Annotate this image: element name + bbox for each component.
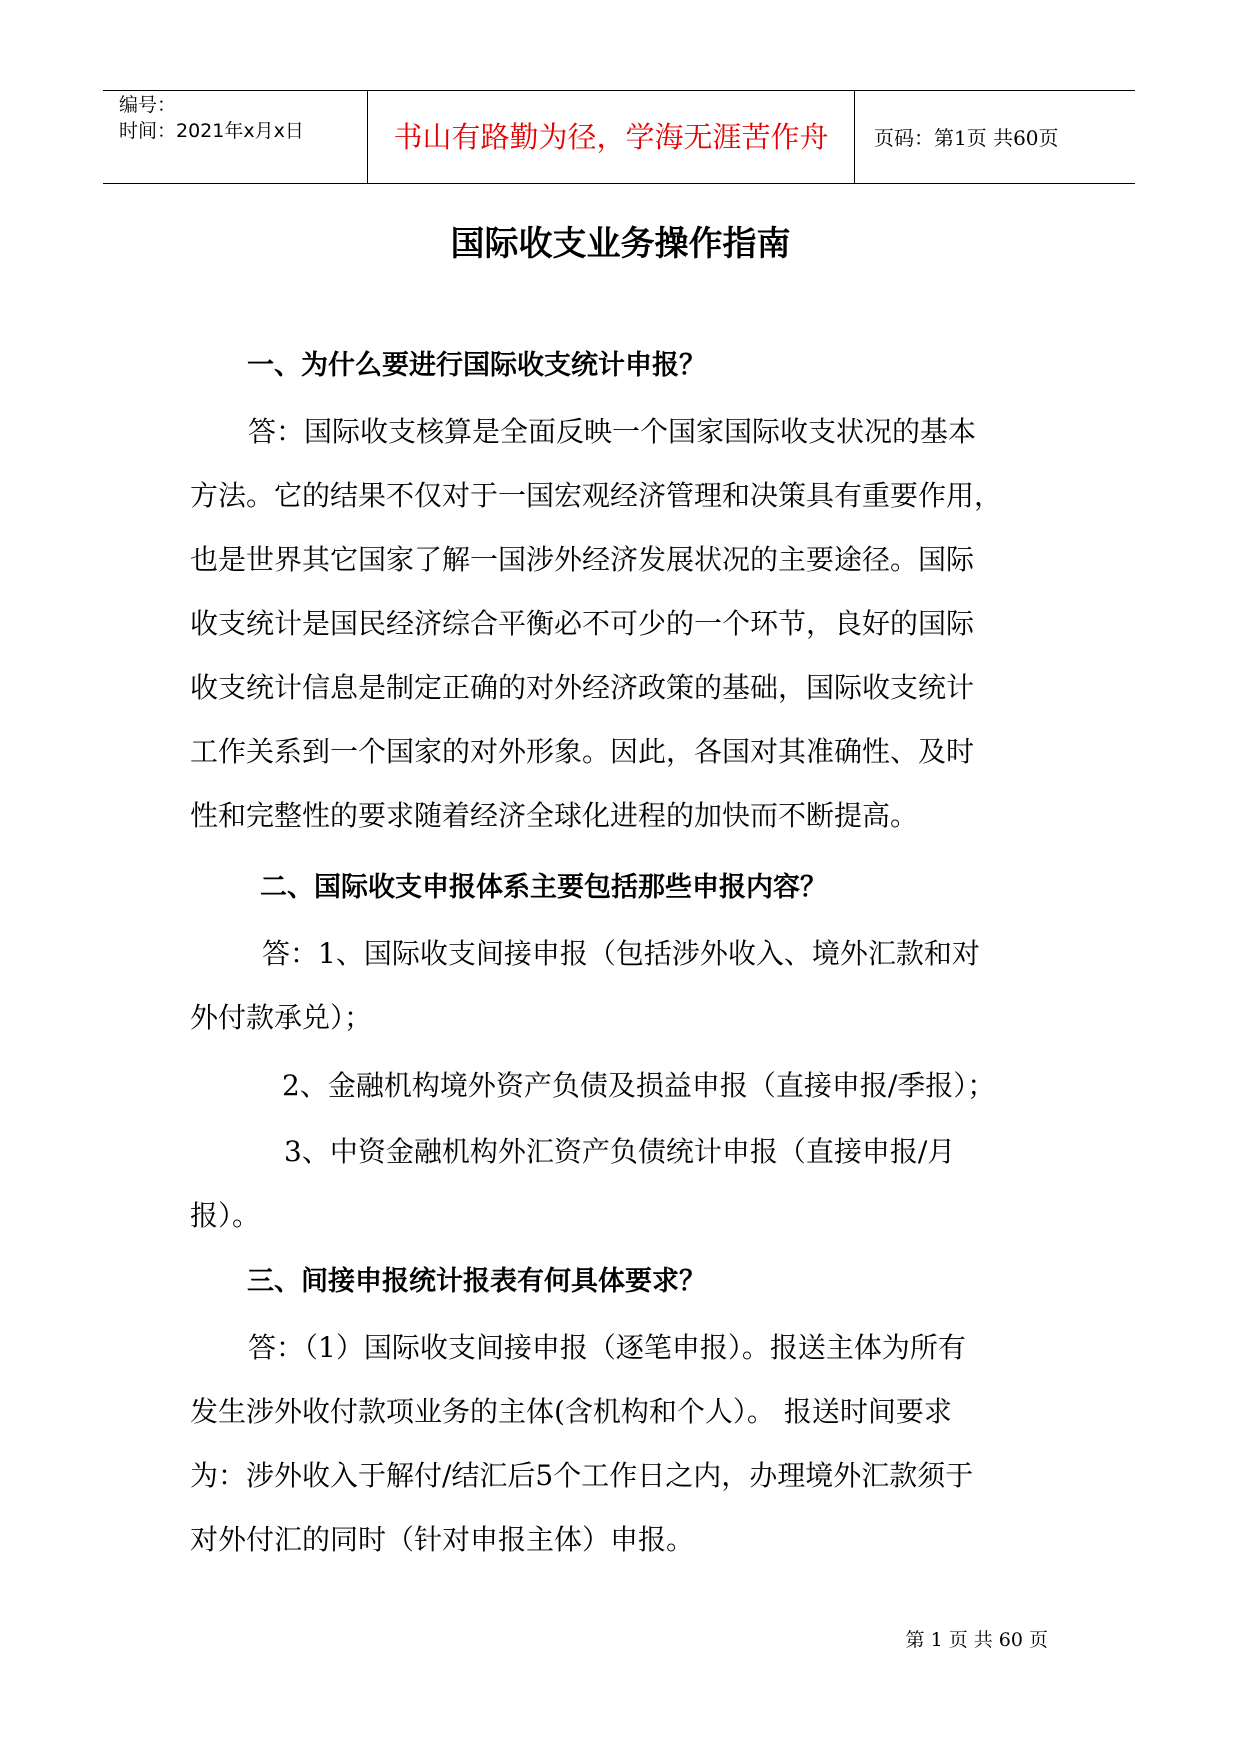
- paragraph-line: 答：（1）国际收支间接申报（逐笔申报）。报送主体为所有: [248, 1331, 966, 1364]
- section-heading-1: 一、为什么要进行国际收支统计申报？: [247, 350, 706, 381]
- paragraph-line: 也是世界其它国家了解一国涉外经济发展状况的主要途径。国际: [190, 543, 975, 576]
- paragraph-line: 2、金融机构境外资产负债及损益申报（直接申报/季报）；: [282, 1069, 996, 1102]
- paragraph-line: 收支统计是国民经济综合平衡必不可少的一个环节，良好的国际: [190, 607, 975, 640]
- paragraph-line: 3、中资金融机构外汇资产负债统计申报（直接申报/月: [284, 1135, 956, 1168]
- header-motto-cell: [367, 91, 855, 183]
- paragraph-line: 答：国际收支核算是全面反映一个国家国际收支状况的基本: [248, 415, 977, 448]
- section-heading-2: 二、国际收支申报体系主要包括那些申报内容？: [260, 872, 827, 903]
- paragraph-line: 答：1、国际收支间接申报（包括涉外收入、境外汇款和对: [262, 937, 980, 970]
- paragraph-line: 为：涉外收入于解付/结汇后5个工作日之内，办理境外汇款须于: [190, 1459, 974, 1492]
- paragraph-line: 报）。: [190, 1199, 261, 1232]
- header-page-cell: [856, 91, 1135, 183]
- paragraph-line: 发生涉外收付款项业务的主体(含机构和个人）。 报送时间要求: [190, 1395, 952, 1428]
- page-header: [103, 90, 1135, 184]
- paragraph-line: 工作关系到一个国家的对外形象。因此，各国对其准确性、及时: [190, 735, 975, 768]
- paragraph-line: 对外付汇的同时（针对申报主体）申报。: [190, 1523, 695, 1556]
- document-time-label: 时间：2021年x月x日: [119, 120, 304, 142]
- paragraph-line: 收支统计信息是制定正确的对外经济政策的基础，国际收支统计: [190, 671, 975, 704]
- document-title: 国际收支业务操作指南: [450, 224, 791, 264]
- paragraph-line: 外付款承兑）；: [190, 1001, 373, 1034]
- header-motto: 书山有路勤为径，学海无涯苦作舟: [393, 120, 829, 154]
- paragraph-line: 性和完整性的要求随着经济全球化进程的加快而不断提高。: [190, 799, 919, 832]
- section-heading-3: 三、间接申报统计报表有何具体要求？: [247, 1266, 706, 1297]
- header-meta-cell: [103, 91, 365, 183]
- header-page-info: 页码：第1页 共60页: [874, 126, 1059, 150]
- document-number-label: 编号：: [119, 94, 177, 116]
- page-footer: 第 1 页 共 60 页: [905, 1629, 1048, 1651]
- paragraph-line: 方法。它的结果不仅对于一国宏观经济管理和决策具有重要作用，: [190, 479, 1003, 512]
